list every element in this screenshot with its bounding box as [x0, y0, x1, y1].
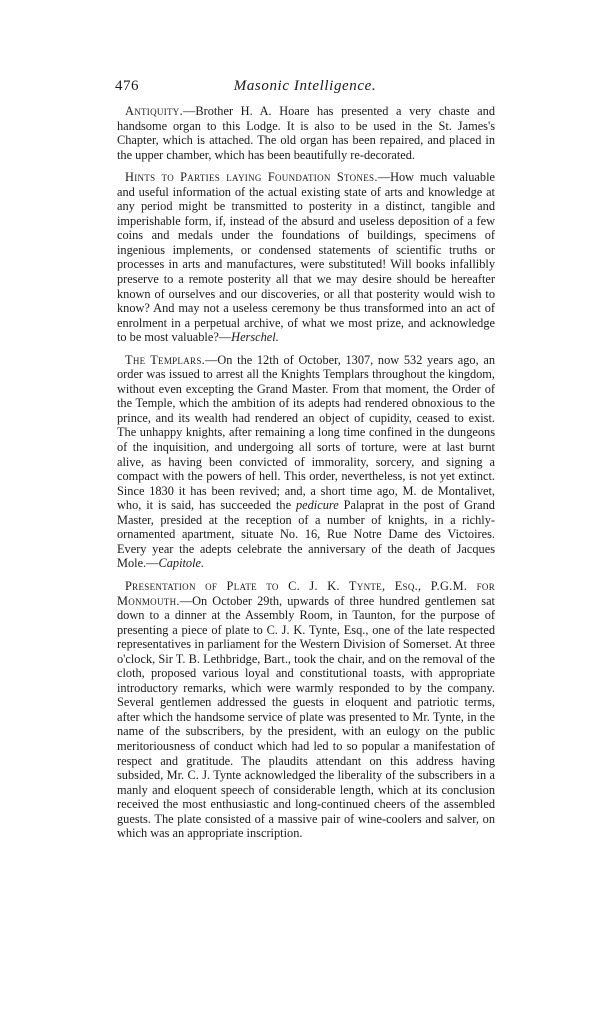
- paragraph-text: —Brother H. A. Hoare has presented a very chaste and handsome organ to this Lodge. It is also to be used in the St. James's Chapter, which is attached. The old organ has been repaired, and placed in the upper chamber, which has been beautifully re-decorated.: [117, 104, 495, 162]
- page-number: 476: [115, 78, 139, 94]
- paragraph-heading: Hints to Parties laying Foundation Stones.: [125, 170, 378, 185]
- running-title: Masonic Intelligence.: [233, 78, 377, 94]
- italic-term: pedicure: [295, 498, 339, 513]
- source-attribution: Herschel.: [231, 330, 279, 345]
- paragraph-text-continued: Palaprat in the post of Grand Master, presided at the reception of a number of knights, in a richly-ornamented apartment, situate No. 16, Rue Notre Dame des Victoires. Every year the adepts celebrate the anniversary of the death of Jacques Mole.—: [117, 498, 495, 571]
- paragraph-foundation-stones: [117, 170, 495, 345]
- paragraph-presentation-of-plate: [117, 579, 495, 841]
- source-attribution: Capitole.: [158, 556, 205, 571]
- paragraph-heading: Presentation of Plate to C. J. K. Tynte, Esq., P.G.M. for Monmouth.: [117, 578, 495, 608]
- article-body: [117, 104, 495, 841]
- paragraph-text: —On the 12th of October, 1307, now 532 years ago, an order was issued to arrest all the Knights Templars throughout the kingdom, without even excepting the Grand Master. From that moment, the Order of the Temple, which the ambition of its adepts had rendered obnoxious to the prince, and its wealth had rendered an object of cupidity, ceased to exist. The unhappy knights, after remaining a long time confined in the dungeons of the inquisition, and undergoing all sorts of torture, were at last burnt alive, as having been convicted of immorality, sorcery, and signing a compact with the powers of hell. This order, nevertheless, is not yet extinct. Since 1830 it has been revived; and, a short time ago, M. de Montalivet, who, it is said, has succeeded the: [117, 352, 496, 513]
- paragraph-templars: [117, 353, 495, 571]
- running-header: [115, 78, 495, 100]
- paragraph-heading: The Templars.: [125, 352, 206, 367]
- paragraph-text: —On October 29th, upwards of three hundred gentlemen sat down to a dinner at the Assembly Room, in Taunton, for the purpose of presenting a piece of plate to C. J. K. Tynte, Esq., one of the late respected representatives in parliament for the Western Division of Somerset. At three o'clock, Sir T. B. Lethbridge, Bart., took the chair, and on the removal of the cloth, proposed various loyal and constitutional toasts, with appropriate introductory remarks, which were warmly responded to by the company. Several gentlemen addressed the guests in eloquent and patriotic terms, after which the handsome service of plate was presented to Mr. Tynte, in the name of the subscribers, by the president, with an eulogy on the public meritoriousness of conduct which had led to so popular a manifestation of respect and gratitude. The plaudits attendant on this address having subsided, Mr. C. J. Tynte acknowledged the liberality of the subscribers in a manly and eloquent speech of considerable length, which at its conclusion received the most enthusiastic and long-continued cheers of the assembled guests. The plate consisted of a massive pair of wine-coolers and salver, on which was an appropriate inscription.: [117, 593, 495, 841]
- paragraph-heading: Antiquity.: [125, 104, 183, 118]
- paragraph-text: —How much valuable and useful information of the actual existing state of arts and knowledge at any period might be transmitted to posterity in a distinct, tangible and imperishable form, if, instead of the absurd and useless deposition of a few coins and medals under the foundations of buildings, specimens of ingenious implements, or condensed statements of scientific truths or processes in arts and manufactures, were substituted! Will books infallibly preserve to a remote posterity all that we may desire should be hereafter known of ourselves and our discoveries, or all that posterity would wish to know? And may not a useless ceremony be thus transformed into an act of enrolment in a perpetual archive, of what we most prize, and acknowledge to be most valuable?—: [117, 170, 495, 345]
- paragraph-antiquity: [117, 104, 495, 162]
